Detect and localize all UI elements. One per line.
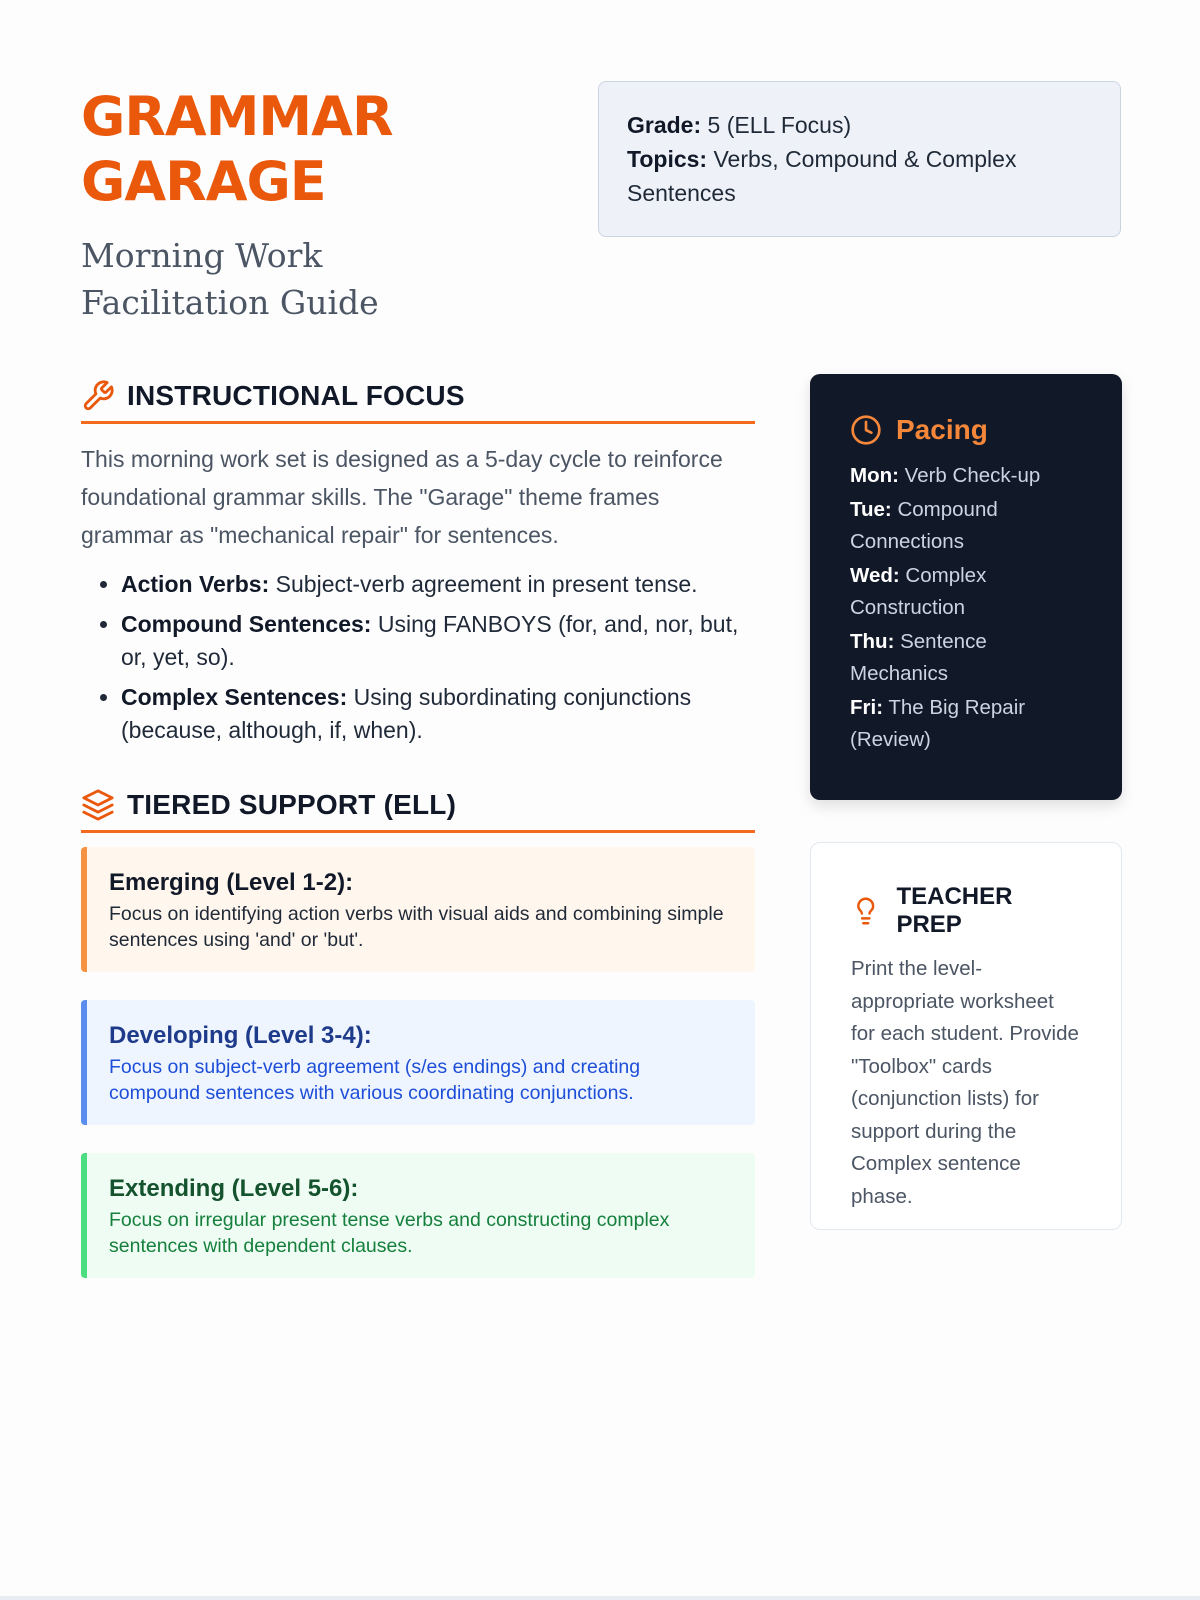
day-activity: Sentence Mechanics: [850, 630, 987, 685]
item-label: Compound Sentences:: [121, 611, 372, 637]
page-header: [81, 84, 531, 326]
tier-description: Focus on subject-verb agreement (s/es endings) and creating compound sentences with various coordinating conjunctions.: [109, 1056, 641, 1104]
teacher-prep-card: [810, 842, 1122, 1230]
grade-value: 5 (ELL Focus): [701, 112, 852, 138]
pacing-item-tue: [850, 494, 1082, 558]
tier-title: Emerging (Level 1-2):: [109, 869, 354, 896]
day-label: Wed:: [850, 564, 900, 587]
day-activity: The Big Repair (Review): [850, 696, 1026, 751]
topics-label: Topics:: [627, 146, 708, 172]
item-label: Action Verbs:: [121, 571, 270, 597]
list-item: [121, 568, 755, 601]
tier-description: Focus on irregular present tense verbs and constructing complex sentences with dependent clauses.: [109, 1209, 670, 1257]
day-label: Mon:: [850, 464, 899, 487]
lightbulb-icon: [851, 894, 880, 928]
day-label: Fri:: [850, 696, 884, 719]
day-activity: Compound Connections: [850, 498, 998, 553]
grade-line: [627, 108, 1092, 142]
tier-emerging: [81, 847, 755, 972]
day-activity: Complex Construction: [850, 564, 987, 619]
page-subtitle: Morning Work Facilitation Guide: [81, 236, 379, 322]
teacher-prep-heading: [851, 883, 1081, 939]
focus-intro: This morning work set is designed as a 5-day cycle to reinforce foundational grammar skills. The "Garage" theme frames grammar as "mechanical repair" for sentences.: [81, 446, 723, 548]
day-activity: Verb Check-up: [898, 464, 1041, 487]
tiered-support-heading: [81, 785, 755, 833]
layers-icon: [81, 788, 115, 822]
pacing-heading: [850, 414, 1082, 446]
wrench-icon: [81, 379, 115, 413]
pacing-card: [810, 374, 1122, 800]
pacing-title: Pacing: [896, 414, 988, 445]
focus-list: [81, 568, 755, 747]
item-text: Using FANBOYS (for, and, nor, but, or, yet, so).: [121, 611, 739, 670]
item-text: Using subordinating conjunctions (because, although, if, when).: [121, 684, 692, 743]
topics-line: [627, 142, 1092, 210]
item-label: Complex Sentences:: [121, 684, 348, 710]
section-title: INSTRUCTIONAL FOCUS: [127, 379, 465, 411]
tier-title: Developing (Level 3-4):: [109, 1022, 372, 1049]
teacher-prep-title: TEACHER PREP: [896, 883, 1013, 938]
pacing-item-wed: [850, 560, 1082, 624]
topics-value: Verbs, Compound & Complex Sentences: [627, 146, 1017, 206]
grade-topics-card: [598, 81, 1121, 237]
pacing-item-mon: [850, 460, 1082, 492]
item-text: Subject-verb agreement in present tense.: [269, 571, 698, 597]
day-label: Thu:: [850, 630, 895, 653]
grade-label: Grade:: [627, 112, 702, 138]
tier-title: Extending (Level 5-6):: [109, 1175, 359, 1202]
pacing-item-fri: [850, 692, 1082, 756]
tier-extending: [81, 1153, 755, 1278]
teacher-prep-text: Print the level-appropriate worksheet for each student. Provide "Toolbox" cards (conjunction lists) for support during the Complex sentence phase.: [851, 957, 1079, 1208]
list-item: [121, 608, 755, 674]
page-title: GRAMMAR GARAGE: [81, 85, 393, 213]
tier-developing: [81, 1000, 755, 1125]
tier-list: [81, 847, 755, 1278]
instructional-focus-heading: [81, 376, 755, 424]
tier-description: Focus on identifying action verbs with visual aids and combining simple sentences using 'and' or 'but'.: [109, 903, 724, 951]
day-label: Tue:: [850, 498, 892, 521]
clock-icon: [850, 414, 882, 446]
list-item: [121, 681, 755, 747]
main-column: [81, 376, 755, 1306]
pacing-item-thu: [850, 626, 1082, 690]
bottom-border: [0, 1596, 1200, 1600]
section-title: TIERED SUPPORT (ELL): [127, 788, 457, 820]
